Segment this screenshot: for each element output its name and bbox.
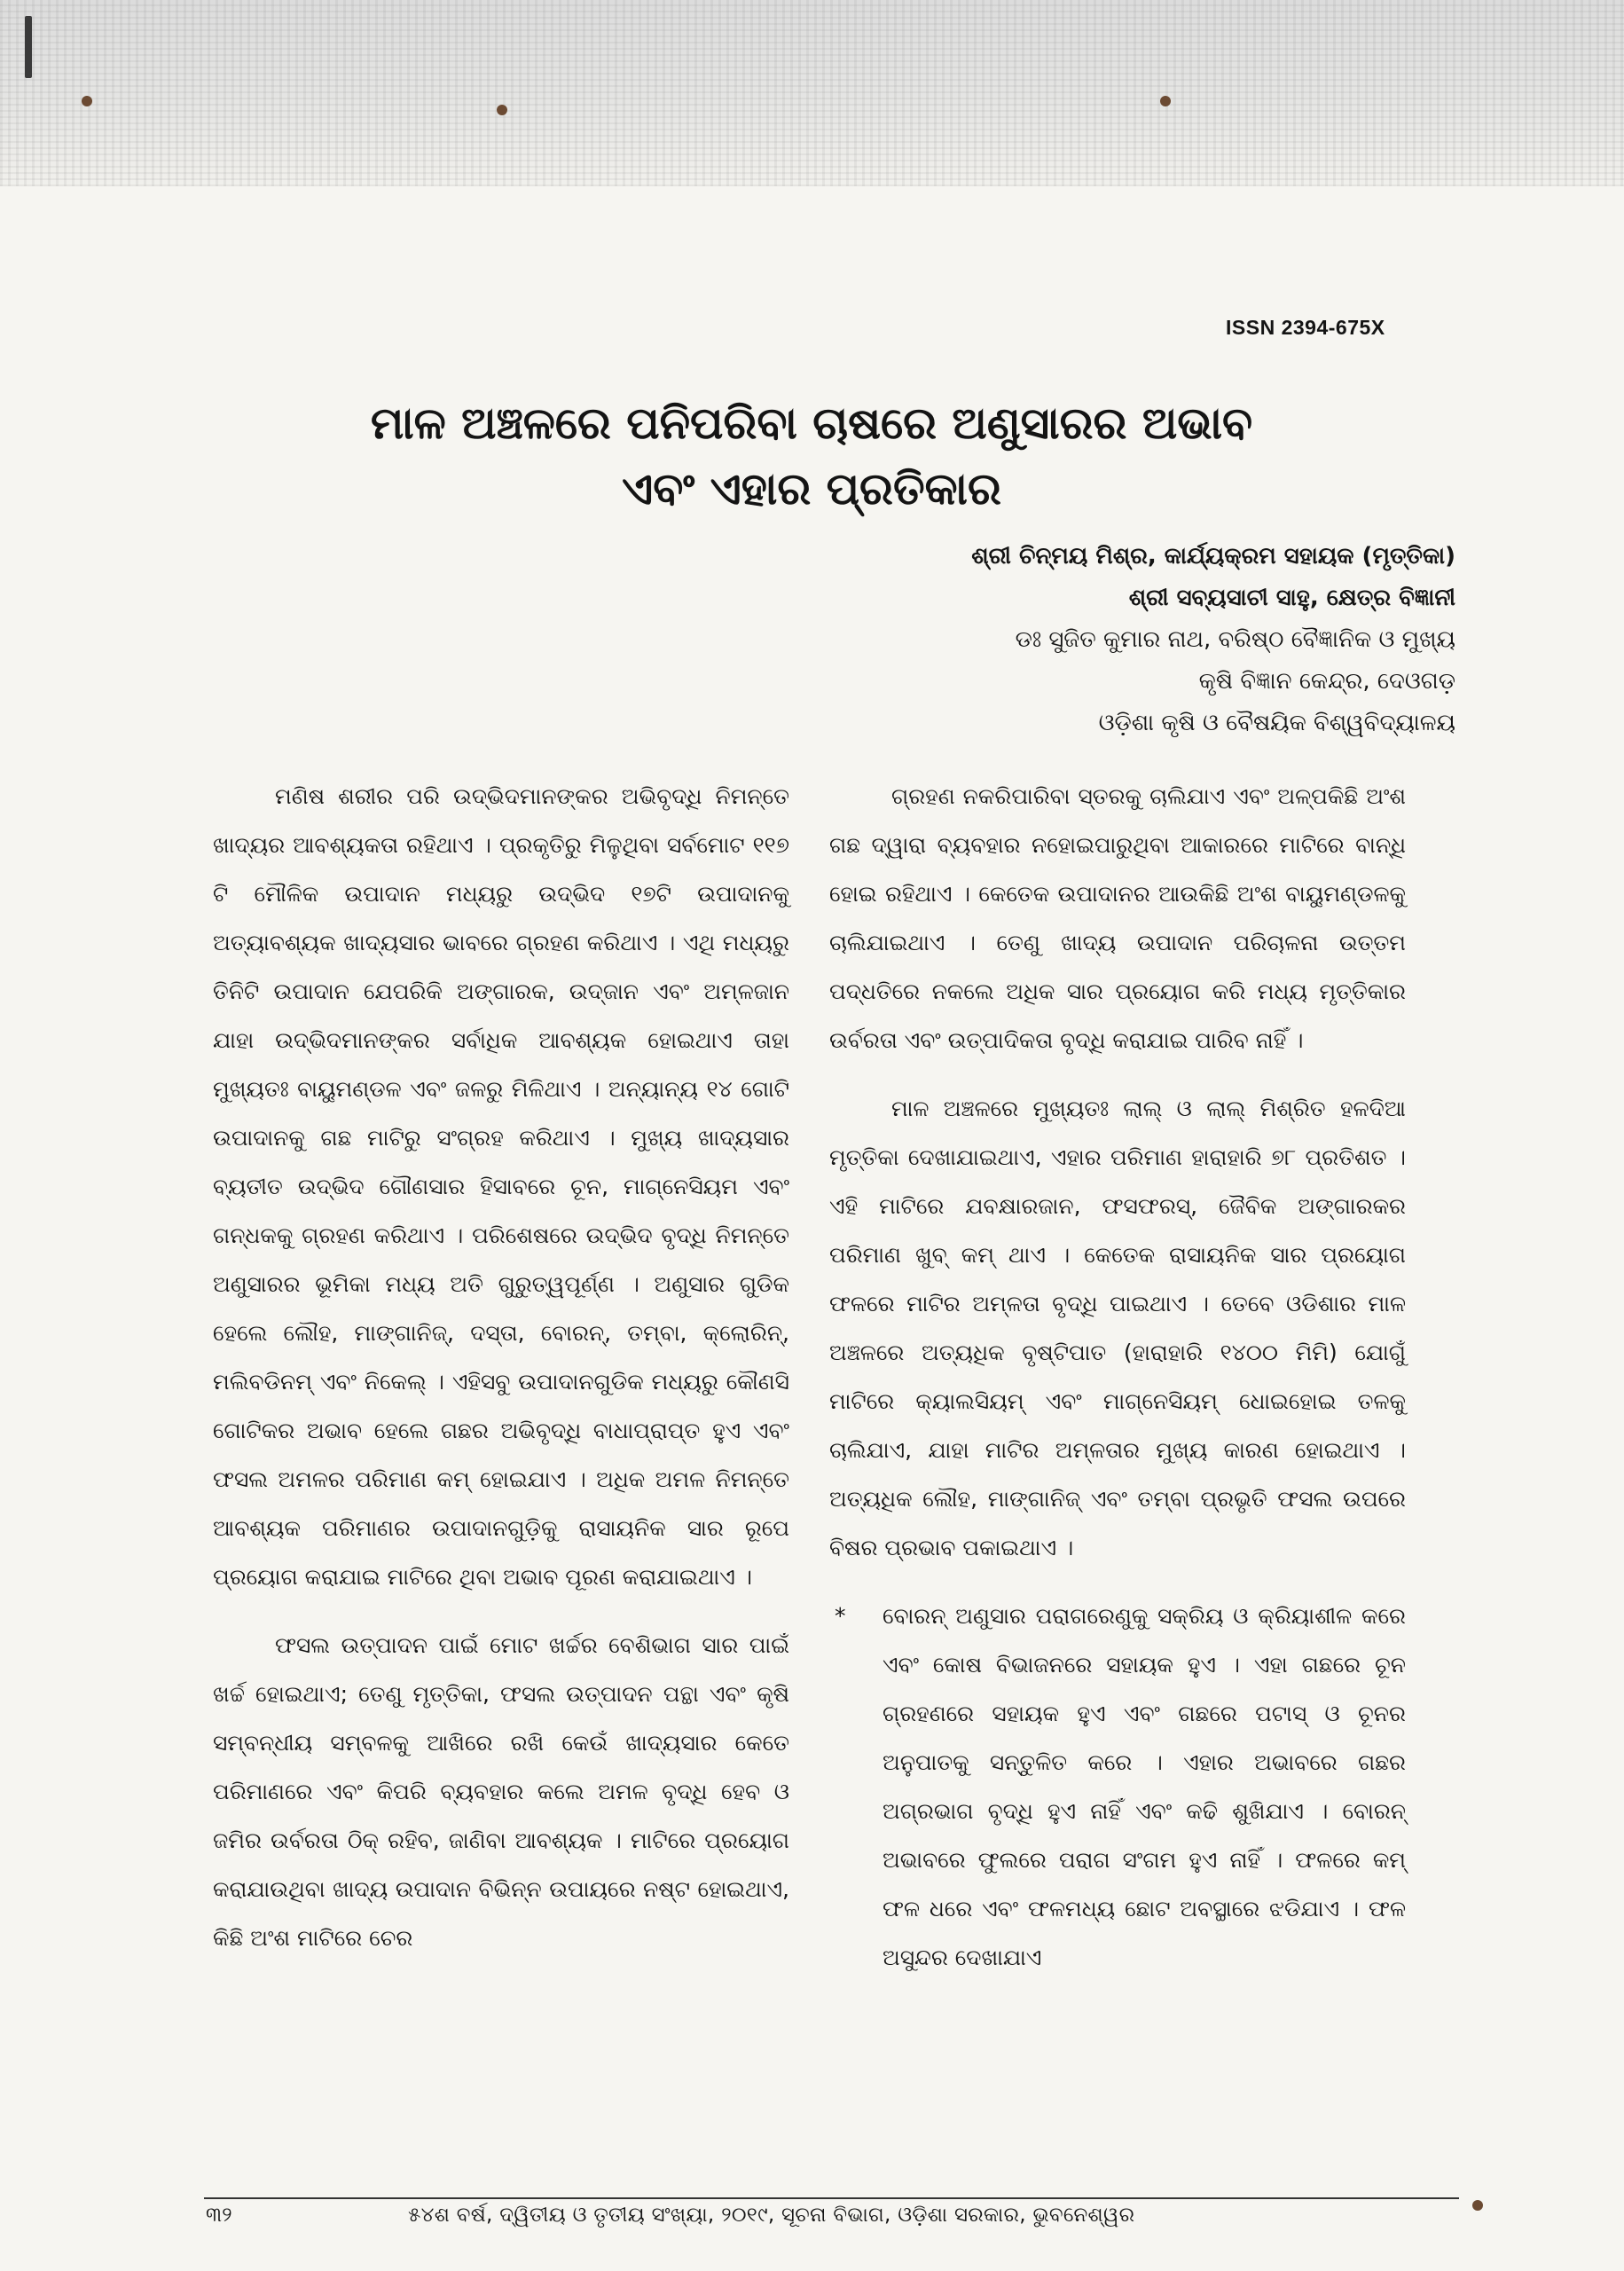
author-line: ଡଃ ସୁଜିତ କୁମାର ନାଥ, ବରିଷ୍ଠ ବୈଜ୍ଞାନିକ ଓ ମୁଖ୍ୟ <box>1015 626 1455 653</box>
right-column <box>829 772 1406 1982</box>
article-title <box>177 390 1446 522</box>
staple-mark <box>25 16 32 78</box>
bullet-item <box>829 1591 1406 1982</box>
issn-number: ISSN 2394-675X <box>1226 316 1385 339</box>
left-column <box>213 772 789 1982</box>
affiliation-line: କୃଷି ବିଜ୍ଞାନ କେନ୍ଦ୍ର, ଦେଓଗଡ଼ <box>1198 668 1455 695</box>
paper-spot <box>1472 2200 1483 2211</box>
page-number: ୩୨ <box>206 2204 232 2227</box>
title-line: ଏବଂ ଏହାର ପ୍ରତିକାର <box>622 463 1001 515</box>
footer-divider <box>204 2197 1459 2199</box>
bullet-marker: * <box>835 1603 846 1629</box>
author-line: ଶ୍ରୀ ସବ୍ୟସାଚୀ ସାହୁ, କ୍ଷେତ୍ର ବିଜ୍ଞାନୀ <box>1128 585 1455 611</box>
paper-spot <box>497 105 507 115</box>
title-line: ମାଳ ଅଞ୍ଚଳରେ ପନିପରିବା ଚାଷରେ ଅଣୁସାରର ଅଭାବ <box>370 397 1253 449</box>
affiliation-line: ଓଡ଼ିଶା କୃଷି ଓ ବୈଷୟିକ ବିଶ୍ୱବିଦ୍ୟାଳୟ <box>1098 710 1455 736</box>
author-block <box>971 536 1455 744</box>
footer-citation: ୫୪ଶ ବର୍ଷ, ଦ୍ୱିତୀୟ ଓ ତୃତୀୟ ସଂଖ୍ୟା, ୨୦୧୯, ସୂଚନା ବିଭାଗ, ଓଡ଼ିଶା ସରକାର, ଭୁବନେଶ୍ୱର <box>408 2204 1135 2227</box>
body-paragraph: ଗ୍ରହଣ ନକରିପାରିବା ସ୍ତରକୁ ଚାଲିଯାଏ ଏବଂ ଅଳ୍ପକିଛି ଅଂଶ ଗଛ ଦ୍ୱାରା ବ୍ୟବହାର ନହୋଇପାରୁଥିବା ଆକାରରେ ମାଟିରେ ବାନ୍ଧି ହୋଇ ରହିଥାଏ । କେତେକ ଉପାଦାନର ଆଉକିଛି ଅଂଶ ବାୟୁମଣ୍ଡଳକୁ ଚାଲିଯାଇଥାଏ । ତେଣୁ ଖାଦ୍ୟ ଉପାଦାନ ପରିଚାଳନା ଉତ୍ତମ ପଦ୍ଧତିରେ ନକଲେ ଅଧିକ ସାର ପ୍ରୟୋଗ କରି ମଧ୍ୟ ମୃତ୍ତିକାର ଉର୍ବରତା ଏବଂ ଉତ୍ପାଦିକତା ବୃଦ୍ଧି କରାଯାଇ ପାରିବ ନାହିଁ । <box>829 783 1406 1053</box>
author-line: ଶ୍ରୀ ଚିନ୍ମୟ ମିଶ୍ର, କାର୍ଯ୍ୟକ୍ରମ ସହାୟକ (ମୃତ୍ତିକା) <box>971 543 1455 570</box>
scanner-edge-strip <box>0 0 1624 186</box>
body-paragraph: ଫସଲ ଉତ୍ପାଦନ ପାଇଁ ମୋଟ ଖର୍ଚ୍ଚର ବେଶିଭାଗ ସାର ପାଇଁ ଖର୍ଚ୍ଚ ହୋଇଥାଏ; ତେଣୁ ମୃତ୍ତିକା, ଫସଲ ଉତ୍ପାଦନ ପନ୍ଥା ଏବଂ କୃଷି ସମ୍ବନ୍ଧୀୟ ସମ୍ବଳକୁ ଆଖିରେ ରଖି କେଉଁ ଖାଦ୍ୟସାର କେତେ ପରିମାଣରେ ଏବଂ କିପରି ବ୍ୟବହାର କଲେ ଅମଳ ବୃଦ୍ଧି ହେବ ଓ ଜମିର ଉର୍ବରତା ଠିକ୍ ରହିବ, ଜାଣିବା ଆବଶ୍ୟକ । ମାଟିରେ ପ୍ରୟୋଗ କରାଯାଉଥିବା ଖାଦ୍ୟ ଉପାଦାନ ବିଭିନ୍ନ ଉପାୟରେ ନଷ୍ଟ ହୋଇଥାଏ, କିଛି ଅଂଶ ମାଟିରେ ଚେର <box>213 1632 789 1951</box>
paper-spot <box>1160 96 1171 106</box>
body-paragraph: ମାଳ ଅଞ୍ଚଳରେ ମୁଖ୍ୟତଃ ଲାଲ୍ ଓ ଲାଲ୍ ମିଶ୍ରିତ ହଳଦିଆ ମୃତ୍ତିକା ଦେଖାଯାଇଥାଏ, ଏହାର ପରିମାଣ ହାରାହାରି ୭୮ ପ୍ରତିଶତ । ଏହି ମାଟିରେ ଯବକ୍ଷାରଜାନ, ଫସଫରସ୍, ଜୈବିକ ଅଙ୍ଗାରକର ପରିମାଣ ଖୁବ୍ କମ୍ ଥାଏ । କେତେକ ରାସାୟନିକ ସାର ପ୍ରୟୋଗ ଫଳରେ ମାଟିର ଅମ୍ଳତା ବୃଦ୍ଧି ପାଇଥାଏ । ତେବେ ଓଡିଶାର ମାଳ ଅଞ୍ଚଳରେ ଅତ୍ୟଧିକ ବୃଷ୍ଟିପାତ (ହାରାହାରି ୧୪୦୦ ମିମି) ଯୋଗୁଁ ମାଟିରେ କ୍ୟାଲସିୟମ୍ ଏବଂ ମାଗ୍ନେସିୟମ୍ ଧୋଇହୋଇ ତଳକୁ ଚାଲିଯାଏ, ଯାହା ମାଟିର ଅମ୍ଳତାର ମୁଖ୍ୟ କାରଣ ହୋଇଥାଏ । ଅତ୍ୟଧିକ ଲୌହ, ମାଙ୍ଗାନିଜ୍ ଏବଂ ତମ୍ବା ପ୍ରଭୃତି ଫସଲ ଉପରେ ବିଷର ପ୍ରଭାବ ପକାଇଥାଏ । <box>829 1096 1406 1560</box>
paper-spot <box>82 96 92 106</box>
bullet-text: ବୋରନ୍ ଅଣୁସାର ପରାଗରେଣୁକୁ ସକ୍ରିୟ ଓ କ୍ରିୟାଶୀଳ କରେ ଏବଂ କୋଷ ବିଭାଜନରେ ସହାୟକ ହୁଏ । ଏହା ଗଛରେ ଚୂନ ଗ୍ରହଣରେ ସହାୟକ ହୁଏ ଏବଂ ଗଛରେ ପଟାସ୍ ଓ ଚୂନର ଅନୁପାତକୁ ସନ୍ତୁଳିତ କରେ । ଏହାର ଅଭାବରେ ଗଛର ଅଗ୍ରଭାଗ ବୃଦ୍ଧି ହୁଏ ନାହିଁ ଏବଂ କଢି ଶୁଖିଯାଏ । ବୋରନ୍ ଅଭାବରେ ଫୁଲରେ ପରାଗ ସଂଗମ ହୁଏ ନାହିଁ । ଫଳରେ କମ୍ ଫଳ ଧରେ ଏବଂ ଫଳମଧ୍ୟ ଛୋଟ ଅବସ୍ଥାରେ ଝଡିଯାଏ । ଫଳ ଅସୁନ୍ଦର ଦେଖାଯାଏ <box>883 1603 1406 1970</box>
body-paragraph: ମଣିଷ ଶରୀର ପରି ଉଦ୍ଭିଦମାନଙ୍କର ଅଭିବୃଦ୍ଧି ନିମନ୍ତେ ଖାଦ୍ୟର ଆବଶ୍ୟକତା ରହିଥାଏ । ପ୍ରକୃତିରୁ ମିଳୁଥିବା ସର୍ବମୋଟ ୧୧୭ ଟି ମୌଳିକ ଉପାଦାନ ମଧ୍ୟରୁ ଉଦ୍ଭିଦ ୧୭ଟି ଉପାଦାନକୁ ଅତ୍ୟାବଶ୍ୟକ ଖାଦ୍ୟସାର ଭାବରେ ଗ୍ରହଣ କରିଥାଏ । ଏଥି ମଧ୍ୟରୁ ତିନିଟି ଉପାଦାନ ଯେପରିକି ଅଙ୍ଗାରକ, ଉଦ୍‌ଜାନ ଏବଂ ଅମ୍ଳଜାନ ଯାହା ଉଦ୍ଭିଦମାନଙ୍କର ସର୍ବାଧିକ ଆବଶ୍ୟକ ହୋଇଥାଏ ତାହା ମୁଖ୍ୟତଃ ବାୟୁମଣ୍ଡଳ ଏବଂ ଜଳରୁ ମିଳିଥାଏ । ଅନ୍ୟାନ୍ୟ ୧୪ ଗୋଟି ଉପାଦାନକୁ ଗଛ ମାଟିରୁ ସଂଗ୍ରହ କରିଥାଏ । ମୁଖ୍ୟ ଖାଦ୍ୟସାର ବ୍ୟତୀତ ଉଦ୍ଭିଦ ଗୌଣସାର ହିସାବରେ ଚୂନ, ମାଗ୍ନେସିୟମ ଏବଂ ଗନ୍ଧକକୁ ଗ୍ରହଣ କରିଥାଏ । ପରିଶେଷରେ ଉଦ୍ଭିଦ ବୃଦ୍ଧି ନିମନ୍ତେ ଅଣୁସାରର ଭୂମିକା ମଧ୍ୟ ଅତି ଗୁରୁତ୍ୱପୂର୍ଣ୍ଣ । ଅଣୁସାର ଗୁଡିକ ହେଲେ ଲୌହ, ମାଙ୍ଗାନିଜ୍, ଦସ୍ତା, ବୋରନ୍, ତମ୍ବା, କ୍ଲୋରିନ୍, ମଲିବଡିନମ୍ ଏବଂ ନିକେଲ୍ । ଏହିସବୁ ଉପାଦାନଗୁଡିକ ମଧ୍ୟରୁ କୌଣସି ଗୋଟିକର ଅଭାବ ହେଲେ ଗଛର ଅଭିବୃଦ୍ଧି ବାଧାପ୍ରାପ୍ତ ହୁଏ ଏବଂ ଫସଲ ଅମଳର ପରିମାଣ କମ୍ ହୋଇଯାଏ । ଅଧିକ ଅମଳ ନିମନ୍ତେ ଆବଶ୍ୟକ ପରିମାଣର ଉପାଦାନଗୁଡ଼ିକୁ ରାସାୟନିକ ସାର ରୂପେ ପ୍ରୟୋଗ କରାଯାଇ ମାଟିରେ ଥିବା ଅଭାବ ପୂରଣ କରାଯାଇଥାଏ । <box>213 783 789 1590</box>
